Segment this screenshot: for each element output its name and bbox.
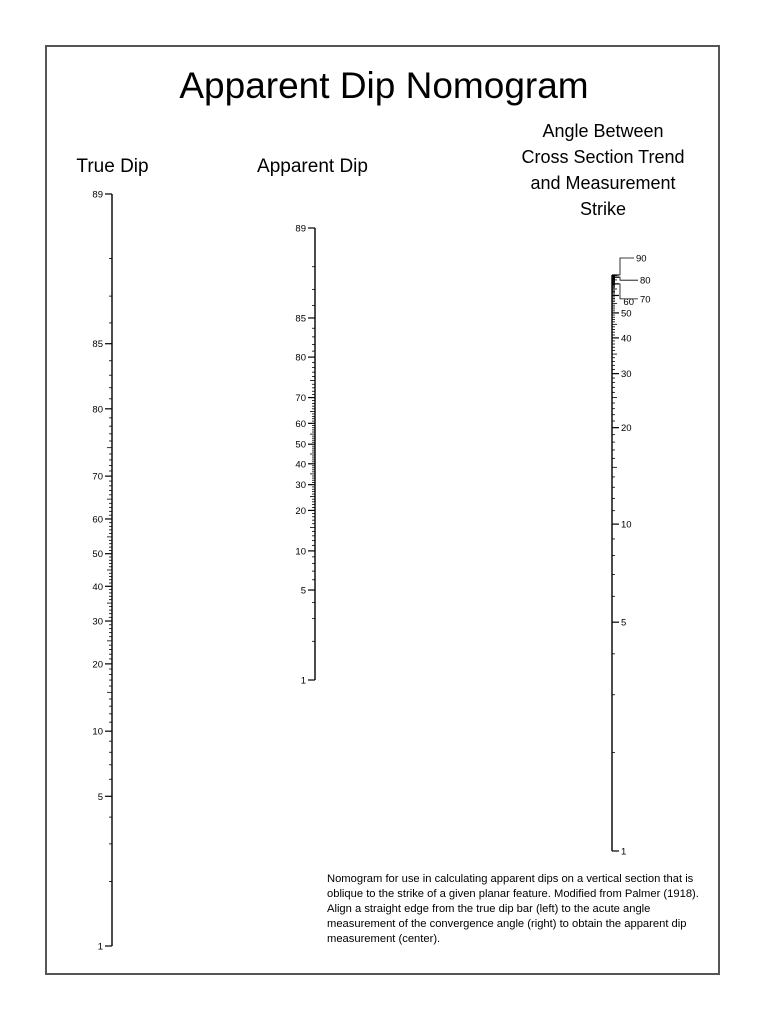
angle-heading-line3: and Measurement — [530, 173, 676, 193]
angle-label: 20 — [621, 423, 632, 435]
true-dip-scale — [92, 190, 112, 953]
true-dip-label: 89 — [92, 189, 103, 201]
true-dip-label: 80 — [92, 404, 103, 416]
angle-label: 90 — [636, 253, 647, 265]
true-dip-heading: True Dip — [76, 156, 149, 177]
true-dip-label: 5 — [97, 791, 103, 803]
angle-label: 5 — [621, 617, 627, 629]
apparent-dip-label: 70 — [295, 393, 306, 405]
apparent-dip-label: 30 — [295, 480, 306, 492]
apparent-dip-label: 20 — [295, 505, 306, 517]
angle-label: 70 — [640, 294, 651, 306]
angle-scale — [612, 254, 651, 858]
nomogram-note: Nomogram for use in calculating apparent dips on a vertical section that is oblique to the strike of a given planar feature. Modified from Palmer (1918). Align a straight edge from the true dip bar (left) to the acute angle measurement of the convergence angle (right) to obtain the apparent dip measurement (center). — [327, 873, 699, 945]
angle-label: 40 — [621, 333, 632, 345]
angle-heading-line4: Strike — [579, 199, 626, 219]
true-dip-label: 30 — [92, 616, 103, 628]
true-dip-label: 60 — [92, 514, 103, 526]
angle-label: 1 — [621, 846, 627, 858]
apparent-dip-label: 85 — [295, 313, 306, 325]
angle-label: 10 — [621, 519, 632, 531]
apparent-dip-label: 80 — [295, 352, 306, 364]
true-dip-label: 70 — [92, 471, 103, 483]
apparent-dip-label: 50 — [295, 439, 306, 451]
angle-leader-90 — [614, 258, 634, 275]
apparent-dip-label: 40 — [295, 459, 306, 471]
angle-heading-line2: Cross Section Trend — [521, 147, 685, 167]
angle-heading-line1: Angle Between — [542, 121, 664, 141]
angle-label: 60 — [623, 296, 634, 308]
apparent-dip-scale — [295, 224, 315, 687]
apparent-dip-label: 1 — [300, 675, 306, 687]
apparent-dip-label: 89 — [295, 223, 306, 235]
apparent-dip-label: 10 — [295, 546, 306, 558]
apparent-dip-label: 5 — [300, 585, 306, 597]
apparent-dip-label: 60 — [295, 418, 306, 430]
true-dip-label: 85 — [92, 339, 103, 351]
angle-label: 80 — [640, 275, 651, 287]
true-dip-label: 10 — [92, 726, 103, 738]
apparent-dip-heading: Apparent Dip — [257, 156, 368, 177]
true-dip-label: 50 — [92, 549, 103, 561]
page-title: Apparent Dip Nomogram — [179, 65, 589, 106]
true-dip-label: 1 — [97, 941, 103, 953]
angle-label: 30 — [621, 369, 632, 381]
angle-label: 50 — [621, 308, 632, 320]
true-dip-label: 40 — [92, 581, 103, 593]
true-dip-label: 20 — [92, 659, 103, 671]
